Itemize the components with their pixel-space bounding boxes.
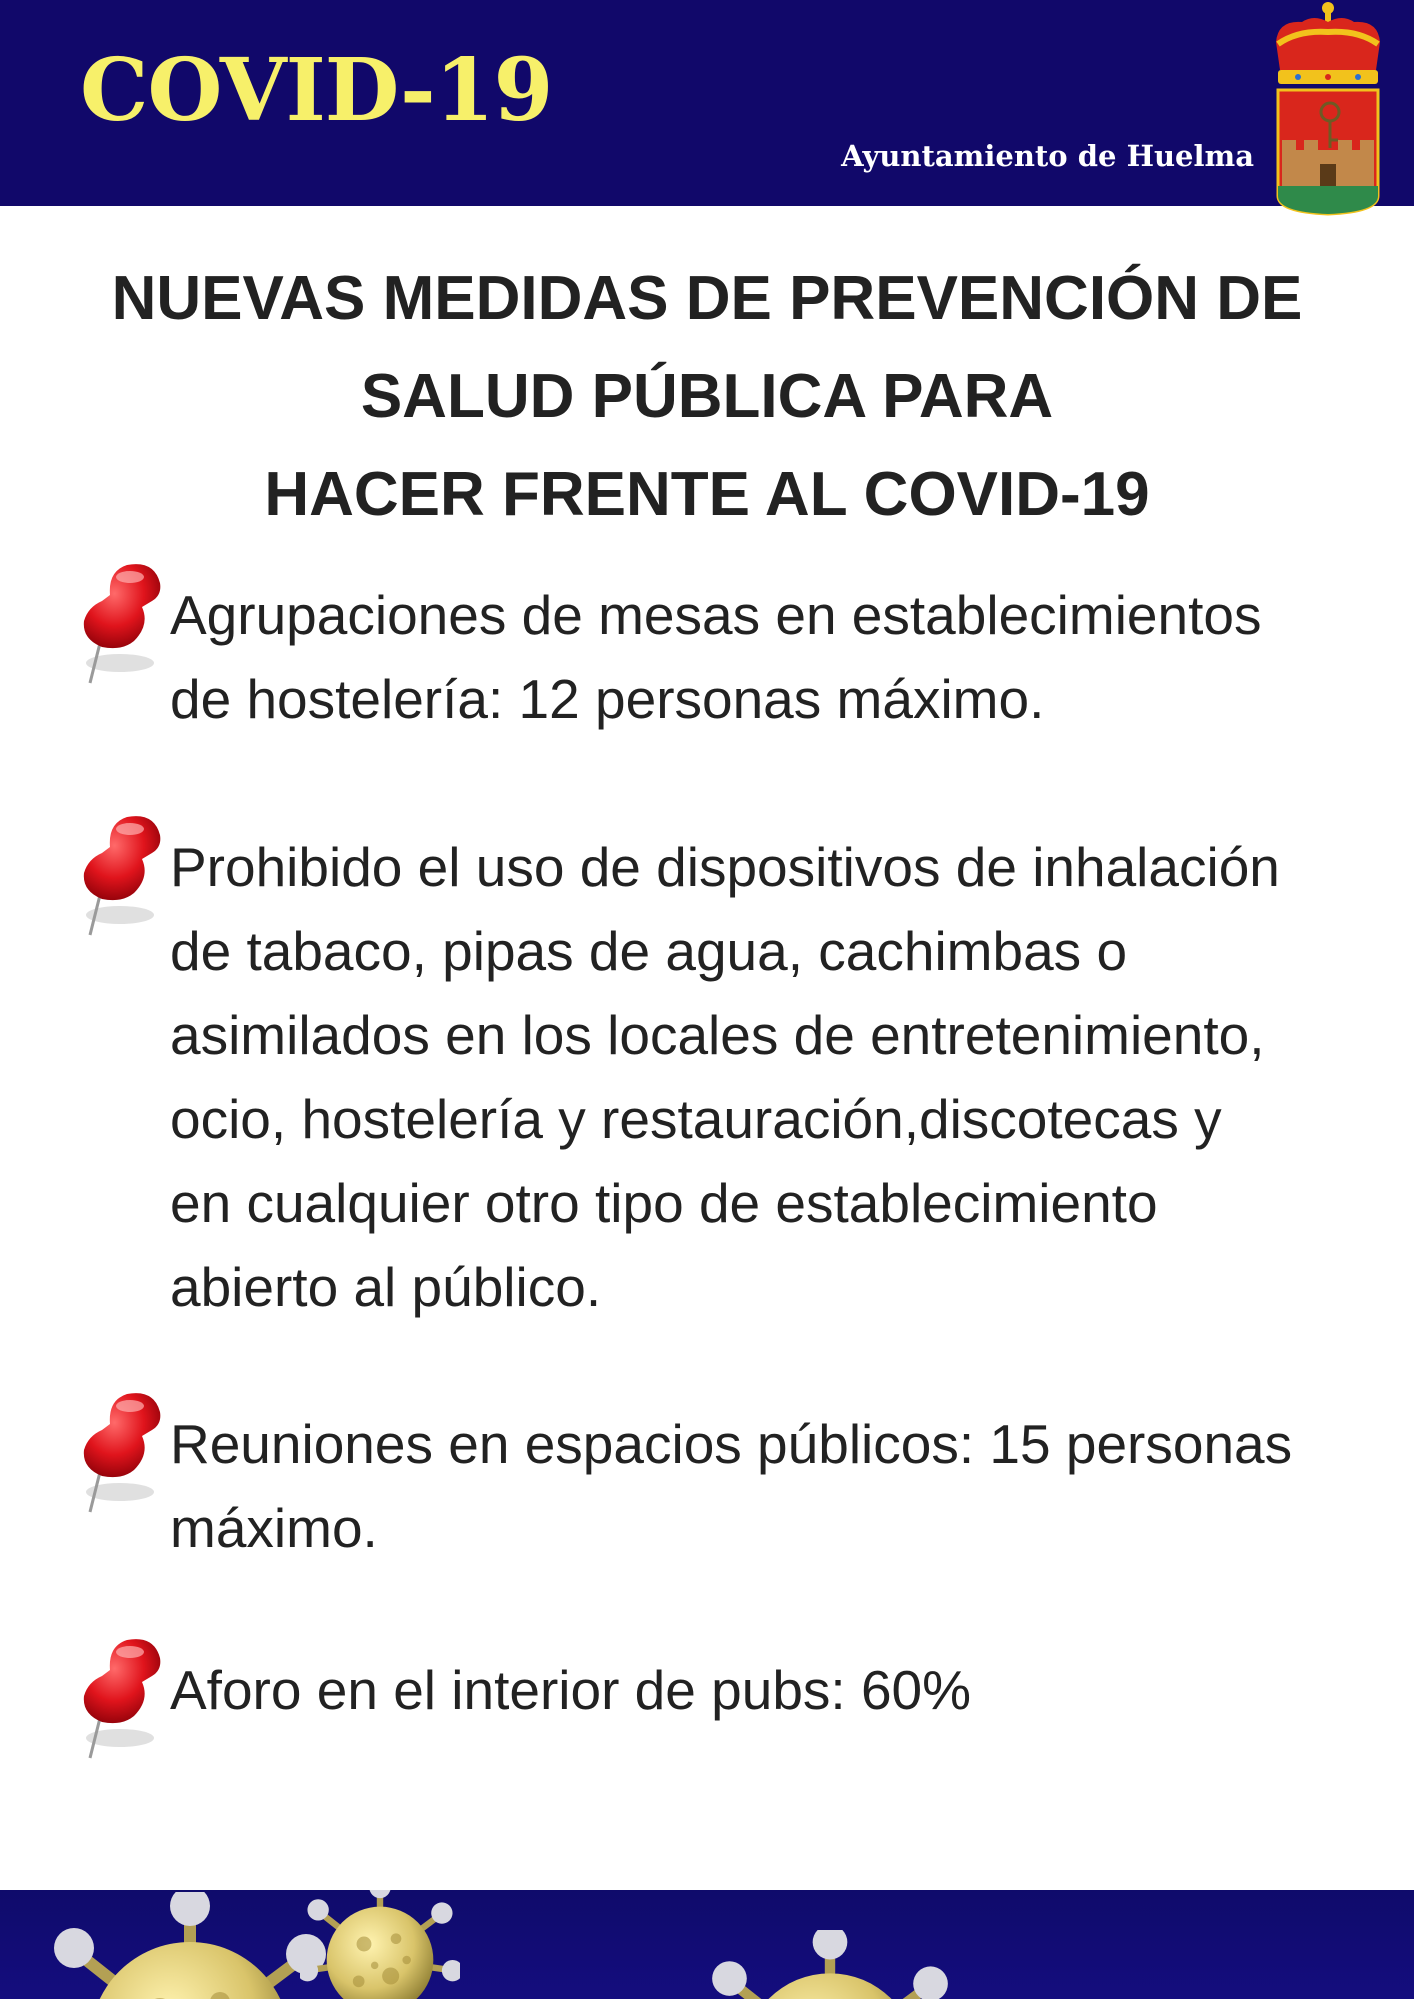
headline <box>0 250 1414 544</box>
measure-line: en cualquier otro tipo de establecimiento <box>170 1172 1158 1234</box>
header-banner <box>0 0 1414 206</box>
measure-line: Aforo en el interior de pubs: 60% <box>170 1659 972 1721</box>
virus-icon <box>40 1892 340 1999</box>
measure-text <box>170 825 1410 1329</box>
measure-item <box>0 1630 1414 1780</box>
measure-line: abierto al público. <box>170 1256 602 1318</box>
footer-banner <box>0 1890 1414 1999</box>
measure-item <box>0 1384 1414 1574</box>
measure-line: máximo. <box>170 1497 378 1559</box>
header-title: COVID-19 <box>80 40 553 141</box>
headline-line: SALUD PÚBLICA PARA <box>360 362 1054 431</box>
measure-line: Agrupaciones de mesas en establecimientos <box>170 584 1262 646</box>
virus-icon <box>700 1930 960 1999</box>
measure-line: Prohibido el uso de dispositivos de inhalación <box>170 836 1280 898</box>
measure-line: asimilados en los locales de entretenimiento, <box>170 1004 1265 1066</box>
pushpin-icon <box>72 1630 172 1770</box>
measure-line: de tabaco, pipas de agua, cachimbas o <box>170 920 1128 982</box>
measure-item <box>0 807 1414 1327</box>
measure-text <box>170 1648 1410 1732</box>
virus-icon <box>300 1890 460 1999</box>
coat-of-arms-icon <box>1268 0 1388 218</box>
headline-line: NUEVAS MEDIDAS DE PREVENCIÓN DE <box>111 264 1303 333</box>
headline-line: HACER FRENTE AL COVID-19 <box>264 460 1150 529</box>
pushpin-icon <box>72 1384 172 1524</box>
measure-text <box>170 1402 1410 1570</box>
pushpin-icon <box>72 555 172 695</box>
measure-line: ocio, hostelería y restauración,discotecas y <box>170 1088 1222 1150</box>
measure-line: Reuniones en espacios públicos: 15 personas <box>170 1413 1293 1475</box>
organization-name: Ayuntamiento de Huelma <box>841 139 1254 173</box>
measure-text <box>170 573 1410 741</box>
measure-item <box>0 555 1414 745</box>
pushpin-icon <box>72 807 172 947</box>
measure-line: de hostelería: 12 personas máximo. <box>170 668 1045 730</box>
